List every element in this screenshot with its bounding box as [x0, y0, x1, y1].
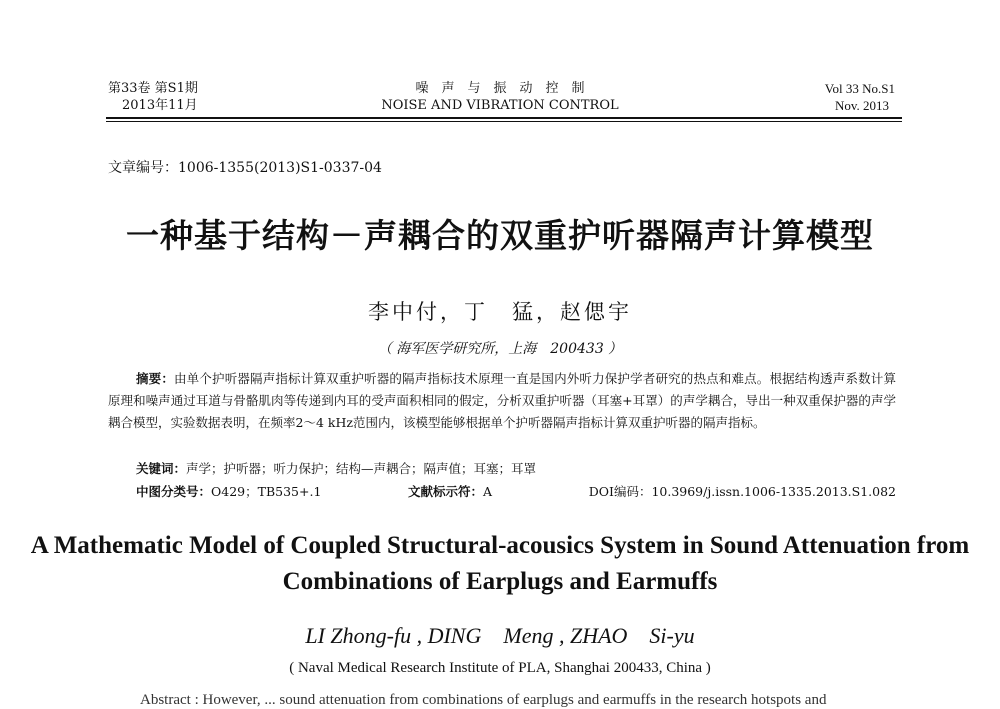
journal-name-en: NOISE AND VIBRATION CONTROL: [381, 98, 619, 113]
authors-en: LI Zhong-fu , DING Meng , ZHAO Si-yu: [305, 623, 695, 648]
affiliation-en: ( Naval Medical Research Institute of PLA, Shanghai 200433, China ): [289, 660, 711, 676]
volume-line-en: Vol 33 No.S1: [824, 81, 895, 96]
document-code-text: A: [483, 484, 493, 499]
journal-volume-issue: [108, 80, 198, 114]
abstract-label: 摘要：: [136, 371, 175, 386]
affiliation-cn: （ 海军医学研究所，上海 200433 ）: [377, 341, 623, 357]
document-code-label: 文献标示符：: [408, 484, 484, 499]
keywords-text: 声学；护听器；听力保护；结构—声耦合；隔声值；耳塞；耳罩: [186, 461, 537, 476]
header-rule-thin: [106, 121, 902, 122]
paper-title-cn: 一种基于结构－声耦合的双重护听器隔声计算模型: [126, 216, 874, 255]
header-rule-thick: [106, 117, 902, 119]
authors-cn: 李中付，丁 猛，赵偲宇: [368, 300, 632, 324]
classification-number: [136, 482, 321, 500]
document-code: [408, 482, 492, 500]
abstract-en-partial: Abstract : However, ... sound attenuation from combinations of earplugs and earmuffs in the research hotspots and: [140, 692, 827, 708]
doi: DOI编码：10.3969/j.issn.1006-1335.2013.S1.082: [588, 484, 896, 499]
keywords: [136, 459, 536, 477]
journal-name: [320, 80, 680, 114]
article-number: 文章编号：1006-1355(2013)S1-0337-04: [108, 160, 382, 176]
keywords-label: 关键词：: [136, 461, 187, 476]
classification-label: 中图分类号：: [136, 484, 212, 499]
date-line-en: Nov. 2013: [834, 98, 889, 113]
classification-text: O429；TB535+.1: [211, 484, 322, 499]
abstract-cn: [108, 368, 896, 434]
abstract-text: 由单个护听器隔声指标计算双重护听器的隔声指标技术原理一直是国内外听力保护学者研究的热点和难点。根据结构透声系数计算原理和噪声通过耳道与骨骼肌肉等传递到内耳的受声面积相同的假定，分析双重护听器（耳塞+耳罩）的声学耦合，导出一种双重保护器的声学耦合模型，实验数据表明，在频率2～4 kHz范围内，该模型能够根据单个护听器隔声指标计算双重护听器的隔声指标。: [108, 371, 896, 430]
journal-volume-en: [825, 80, 895, 114]
journal-name-cn: 噪声与振动控制: [415, 81, 598, 96]
date-line: 2013年11月: [122, 98, 198, 113]
paper-title-en: A Mathematic Model of Coupled Structural-acousics System in Sound Attenuation from Combinations of Earplugs and Earmuffs: [30, 532, 970, 595]
volume-issue-line: 第33卷 第S1期: [108, 81, 198, 96]
